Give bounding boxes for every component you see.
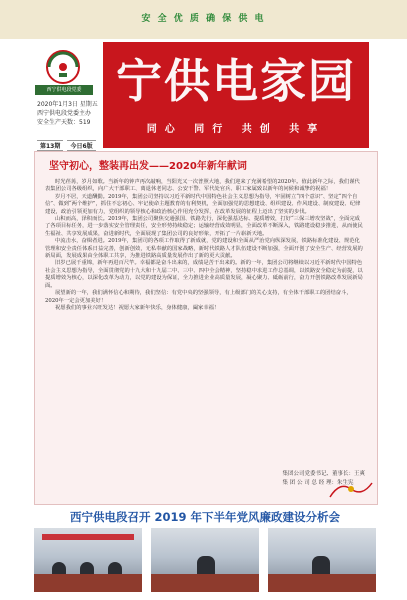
org-line-1: 西宁供电段党委主办 bbox=[37, 110, 92, 117]
speaker-photo bbox=[151, 528, 259, 592]
issue-info bbox=[37, 140, 98, 151]
speaker-photo bbox=[268, 528, 376, 592]
issue-number: 第13期 bbox=[37, 140, 63, 151]
newspaper-subtitle: 同心 同行 共创 共享 bbox=[146, 124, 326, 135]
meeting-photo bbox=[34, 528, 142, 592]
masthead bbox=[31, 40, 376, 152]
article-body bbox=[45, 179, 365, 312]
article-paragraph: 展望新的一年，我们满怀信心和期待，我们坚信：有党中央的坚强领导，有上级部门的关心支持，有全体干部职工的团结奋斗，2020年一定会更加美好！ bbox=[45, 290, 352, 304]
article-paragraph: 祝愿我们的事业兴旺发达！祝愿大家新年快乐，身体健康，阖家幸福！ bbox=[55, 304, 220, 311]
slogan: 安 全 优 质 确 保 供 电 bbox=[141, 14, 266, 24]
new-year-article bbox=[34, 151, 378, 505]
date-line: 2020年1月3日 星期五 bbox=[37, 101, 98, 108]
top-banner bbox=[0, 0, 407, 39]
title-block bbox=[103, 42, 369, 148]
article-headline: 坚守初心，整装再出发——2020年新年献词 bbox=[49, 161, 247, 172]
article-paragraph: 旧岁已展千重锦，新年再进百尺竿。幸福都是奋斗出来的，成绩是苦干出来的。新的一年，集团公司将继续以习近平新时代中国特色社会主义思想为指导，全面贯彻党的十九大和十九届二中、三中、四中全会精神，坚持稳中求进工作总基调，以铁路安全稳定为前提，以提质增效为核心，以深化改革为动力，以党的建设为保证，全力推进企业高质量发展，凝心聚力、砥砺前行，奋力开创铁路改革发展新局面。 bbox=[45, 260, 363, 289]
article-paragraph: 山积而高，泽积而长。2019年，集团公司聚焦交通强国、铁路先行，深化强基达标、提质增效，打好“三保三增攻坚战”，全面完成了各项目标任务，进一步落实安全管理责任，安全形势持续稳定；运输经营成效明显，全面改革不断深入，铁路建设稳步推进，从而使民生福祉、共享发展成果，奋进新时代，全面展现了集团公司的良好形象，开拓了一片崭新天地。 bbox=[45, 216, 363, 237]
masthead-meta bbox=[37, 100, 98, 127]
decoration-icon bbox=[328, 477, 374, 501]
article-paragraph: 时光荏苒，岁月如歌。当新年的钟声再次敲响，当阳光又一次普照大地，我们迎来了充满希望的2020年。值此新年之际，我们谨代表集团公司各级组织，向广大干部职工、离退休老同志、公安干警、军代处官兵、职工家属致以新年的问候和诚挚的祝福！ bbox=[45, 179, 360, 193]
logo-icon bbox=[39, 45, 87, 85]
page-count: 今日6版 bbox=[67, 140, 95, 151]
org-line-2: 安全生产天数：519 bbox=[37, 119, 91, 126]
logo-label: 西宁供电段党委 bbox=[35, 85, 93, 95]
signature-line-2: 集 团 公 司 总 经 理：朱生宪 bbox=[282, 480, 354, 486]
newspaper-title: 宁供电家园 bbox=[116, 54, 356, 108]
article-paragraph: 中流击水，奋楫者进。2019年，集团司的各项工作取得了新成就，党的建设和全面从严治党向纵深发展，铁路标准化建设、规范化管理和安全责任体系日益完善，创新创效，无私奉献的国家战略，新时代铁路人才队伍建设不断加强，全面开创了安全生产、经营发展的新局面，发展成果由全体职工共享，为推进铁路高质量发展作出了新的更大贡献。 bbox=[45, 238, 363, 260]
article-paragraph: 岁月不居，天道酬勤。2019年，集团公司坚持以习近平新时代中国特色社会主义思想为指导，牢固树立“四个意识”、坚定“四个自信”、做到“两个维护”，抓住不忘初心、牢记使命主题教育的有利契机，全面加强党的思想建设、组织建设、作风建设、制度建设、纪律建设，政治引领更加有力，党组织的领导核心和政治核心作用充分发挥，在改革发展的征程上迈出了坚实的步伐。 bbox=[45, 193, 361, 215]
news-headline: 西宁供电段召开 2019 年下半年党风廉政建设分析会 bbox=[69, 510, 340, 524]
signature-line-1: 集团公司党委书记、董事长：王爽 bbox=[282, 471, 365, 477]
